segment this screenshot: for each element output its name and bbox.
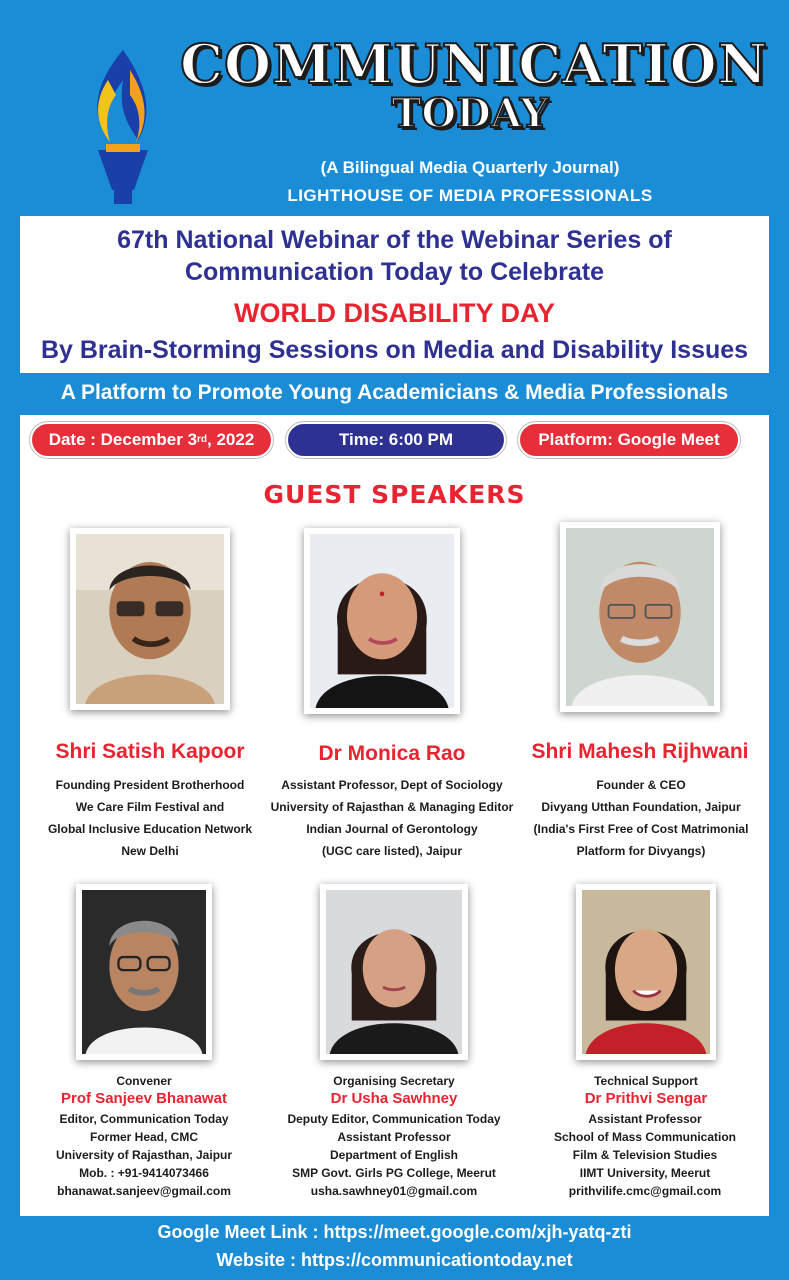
organiser-role-1: Convener	[116, 1074, 172, 1088]
event-line-1: 67th National Webinar of the Webinar Series of	[117, 226, 672, 254]
organiser-desc-1	[24, 1110, 264, 1200]
organiser-desc-2	[272, 1110, 516, 1200]
speaker-name-2: Dr Monica Rao	[318, 742, 466, 765]
torch-logo-icon	[68, 40, 178, 210]
organiser-3-email[interactable]: prithvilife.cmc@gmail.com	[568, 1184, 722, 1198]
website-link[interactable]: Website : https://communicationtoday.net	[216, 1250, 573, 1270]
organiser-2-line: Department of English	[329, 1148, 458, 1162]
platform-banner-text: A Platform to Promote Young Academicians & Media Professionals	[60, 381, 729, 404]
time-pill: Time: 6:00 PM	[286, 422, 506, 458]
organiser-3-line: Assistant Professor	[588, 1112, 702, 1126]
speaker-1-line: Global Inclusive Education Network	[47, 822, 253, 836]
event-description	[20, 216, 769, 372]
journal-title-line1: COMMUNICATION	[180, 32, 769, 96]
footer	[0, 1216, 789, 1280]
organiser-2-line: Assistant Professor	[337, 1130, 451, 1144]
speaker-photo-1	[70, 528, 230, 710]
guest-speakers-heading: GUEST SPEAKERS	[263, 480, 526, 509]
journal-subtitle: (A Bilingual Media Quarterly Journal)	[320, 158, 620, 177]
speaker-photo-2	[304, 528, 460, 714]
speaker-1-line: New Delhi	[121, 844, 179, 858]
event-line-4: By Brain-Storming Sessions on Media and Disability Issues	[40, 336, 749, 364]
speaker-photo-3	[560, 522, 720, 712]
organiser-role-2: Organising Secretary	[333, 1074, 455, 1088]
organiser-1-line: Editor, Communication Today	[59, 1112, 229, 1126]
organiser-photo-1	[76, 884, 212, 1060]
journal-title-line2: TODAY	[391, 90, 549, 137]
speaker-3-line: Platform for Divyangs)	[576, 844, 706, 858]
platform-pill: Platform: Google Meet	[518, 422, 740, 458]
organiser-2-line: Deputy Editor, Communication Today	[287, 1112, 501, 1126]
organiser-photo-3	[576, 884, 716, 1060]
organiser-3-line: IIMT University, Meerut	[579, 1166, 711, 1180]
platform-banner	[20, 373, 769, 415]
date-prefix: Date : December 3	[48, 430, 198, 449]
date-year: , 2022	[207, 430, 255, 449]
speaker-3-line: Founder & CEO	[596, 778, 686, 792]
organiser-1-line: Former Head, CMC	[89, 1130, 199, 1144]
organiser-1-line: University of Rajasthan, Jaipur	[55, 1148, 233, 1162]
speaker-2-line: Indian Journal of Gerontology	[306, 822, 478, 836]
journal-tagline: LIGHTHOUSE OF MEDIA PROFESSIONALS	[287, 186, 653, 205]
event-line-2: Communication Today to Celebrate	[184, 258, 605, 286]
speaker-1-line: Founding President Brotherhood	[55, 778, 245, 792]
organiser-1-email[interactable]: bhanawat.sanjeev@gmail.com	[57, 1184, 231, 1198]
event-highlight: WORLD DISABILITY DAY	[233, 298, 556, 328]
speaker-name-1: Shri Satish Kapoor	[55, 740, 245, 763]
speaker-desc-1	[24, 774, 276, 862]
organiser-1-line: Mob. : +91-9414073466	[79, 1166, 209, 1180]
speaker-2-line: University of Rajasthan & Managing Editor	[270, 800, 514, 814]
header	[20, 20, 769, 216]
organiser-3-line: School of Mass Communication	[553, 1130, 736, 1144]
speaker-desc-3	[516, 774, 766, 862]
organiser-3-line: Film & Television Studies	[572, 1148, 718, 1162]
organiser-2-line: SMP Govt. Girls PG College, Meerut	[292, 1166, 496, 1180]
speaker-2-line: Assistant Professor, Dept of Sociology	[281, 778, 503, 792]
organiser-role-3: Technical Support	[594, 1074, 698, 1088]
speaker-2-line: (UGC care listed), Jaipur	[321, 844, 463, 858]
organiser-photo-2	[320, 884, 468, 1060]
speaker-3-line: (India's First Free of Cost Matrimonial	[533, 822, 749, 836]
organiser-desc-3	[520, 1110, 770, 1200]
organiser-name-3: Dr Prithvi Sengar	[584, 1090, 708, 1107]
speaker-1-line: We Care Film Festival and	[75, 800, 225, 814]
speaker-name-3: Shri Mahesh Rijhwani	[531, 740, 749, 763]
meet-link[interactable]: Google Meet Link : https://meet.google.com/xjh-yatq-zti	[157, 1222, 632, 1242]
organiser-2-email[interactable]: usha.sawhney01@gmail.com	[310, 1184, 478, 1198]
speaker-3-line: Divyang Utthan Foundation, Jaipur	[541, 800, 741, 814]
content-panel	[20, 216, 769, 1216]
organiser-name-1: Prof Sanjeev Bhanawat	[61, 1090, 227, 1107]
organiser-name-2: Dr Usha Sawhney	[330, 1090, 458, 1107]
speaker-desc-2	[264, 774, 520, 862]
date-pill: Date : December 3 rd , 2022	[30, 422, 273, 458]
